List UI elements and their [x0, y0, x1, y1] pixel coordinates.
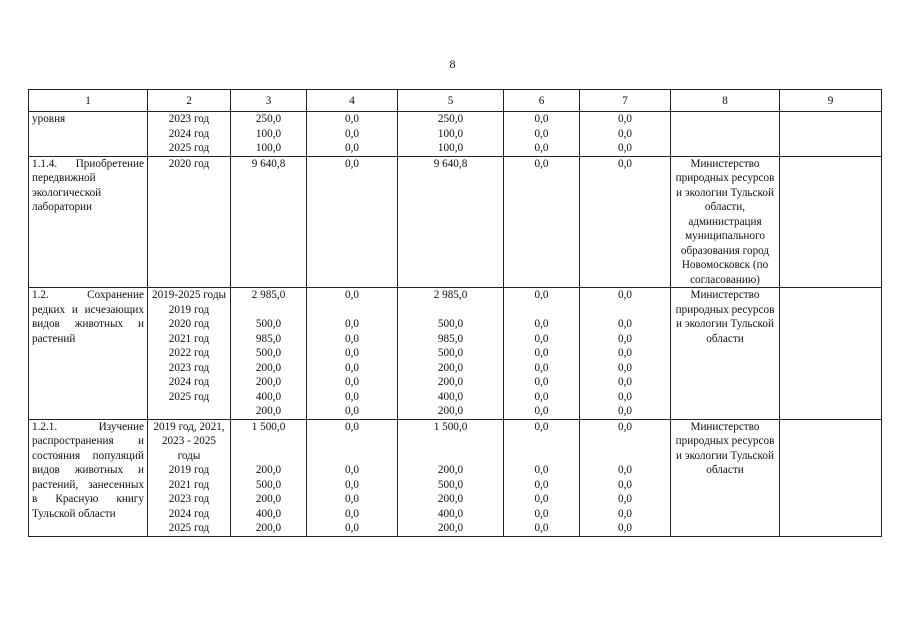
cell-line: 0,0 [534, 493, 549, 505]
value-cell-c4 [307, 419, 398, 536]
cell-line: 0,0 [618, 332, 632, 345]
cell-line: 100,0 [437, 127, 464, 140]
value-cell-c7 [580, 156, 671, 288]
value-cell-c5 [398, 419, 504, 536]
cell-line: 2021 год [168, 332, 210, 345]
cell-line: 0,0 [618, 157, 632, 170]
cell-line: 500,0 [437, 318, 464, 330]
table-row [29, 288, 882, 420]
cell-line: 500,0 [437, 478, 464, 491]
cell-line: 0,0 [618, 420, 632, 433]
cell-line: 2025 год [168, 142, 210, 154]
cell-line: 9 640,8 [251, 157, 286, 170]
cell-line [507, 434, 576, 449]
cell-line: 2024 год [168, 507, 210, 520]
cell-line: 0,0 [345, 142, 359, 154]
cell-line: 0,0 [618, 318, 632, 330]
cell-line: 0,0 [618, 142, 632, 154]
cell-line: 100,0 [255, 127, 282, 140]
cell-line: 200,0 [255, 405, 282, 417]
cell-line: 9 640,8 [433, 157, 468, 170]
column-header: 5 [398, 90, 504, 112]
cell-line: 400,0 [437, 390, 464, 403]
row-note-cell [780, 156, 882, 288]
cell-line: 500,0 [255, 347, 282, 359]
value-cell-c6 [504, 156, 580, 288]
cell-line: 985,0 [437, 332, 464, 345]
cell-line: 0,0 [345, 493, 359, 505]
cell-line: 0,0 [534, 332, 549, 345]
cell-line: 985,0 [255, 332, 282, 345]
value-cell-c3 [231, 112, 307, 157]
cell-line: 200,0 [437, 405, 464, 417]
value-cell-c4 [307, 156, 398, 288]
row-years-cell [148, 112, 231, 157]
cell-line: 250,0 [255, 113, 282, 125]
cell-line: 200,0 [437, 493, 464, 505]
value-cell-c6 [504, 112, 580, 157]
cell-line: 0,0 [345, 157, 359, 170]
row-years-cell [148, 156, 231, 288]
value-cell-c4 [307, 112, 398, 157]
cell-line: 0,0 [618, 361, 632, 374]
cell-line [234, 303, 303, 318]
cell-line: 0,0 [345, 390, 359, 403]
cell-line [401, 449, 500, 464]
cell-line: 200,0 [437, 361, 464, 374]
cell-line: 0,0 [534, 507, 549, 520]
cell-line: 0,0 [345, 361, 359, 374]
value-cell-c5 [398, 156, 504, 288]
cell-line: 2024 год [168, 376, 210, 388]
cell-line: 0,0 [534, 420, 549, 433]
cell-line: 400,0 [437, 507, 464, 520]
cell-line: 0,0 [345, 347, 359, 359]
row-agency-cell: Министерство природных ресурсов и экологии Тульской области [671, 288, 780, 420]
cell-line: 2023 год [168, 361, 210, 374]
cell-line: 500,0 [255, 318, 282, 330]
cell-line: 0,0 [345, 318, 359, 330]
cell-line [310, 449, 394, 464]
cell-line: 0,0 [618, 289, 632, 301]
cell-line: 0,0 [618, 493, 632, 505]
value-cell-c3 [231, 419, 307, 536]
cell-line: 0,0 [345, 464, 359, 476]
cell-line: 0,0 [618, 522, 632, 534]
column-header: 9 [780, 90, 882, 112]
row-note-cell [780, 112, 882, 157]
cell-line: 2 985,0 [433, 289, 468, 301]
cell-line: 0,0 [534, 347, 549, 359]
value-cell-c7 [580, 288, 671, 420]
value-cell-c6 [504, 419, 580, 536]
cell-line [401, 434, 500, 449]
cell-line: 2025 год [168, 390, 210, 403]
row-agency-cell [671, 112, 780, 157]
cell-line [234, 434, 303, 449]
cell-line: 2025 год [168, 522, 210, 534]
column-header: 3 [231, 90, 307, 112]
cell-line: 200,0 [437, 522, 464, 534]
cell-line: 200,0 [437, 464, 464, 476]
row-years-cell [148, 419, 231, 536]
cell-line: 0,0 [345, 289, 359, 301]
cell-line: 0,0 [345, 522, 359, 534]
cell-line: 0,0 [345, 405, 359, 417]
cell-line: 0,0 [618, 464, 632, 476]
cell-line: 0,0 [345, 127, 359, 140]
cell-line: 2023 год [168, 493, 210, 505]
cell-line: 2019 год [168, 303, 210, 316]
cell-line: 100,0 [255, 142, 282, 154]
cell-line: 0,0 [534, 522, 549, 534]
row-agency-cell: Министерство природных ресурсов и экологии Тульской области [671, 419, 780, 536]
cell-line [583, 303, 667, 318]
cell-line: 200,0 [255, 376, 282, 388]
cell-line: 0,0 [618, 127, 632, 140]
value-cell-c5 [398, 112, 504, 157]
cell-line [310, 303, 394, 318]
cell-line: 0,0 [618, 113, 632, 125]
cell-line [583, 434, 667, 449]
value-cell-c4 [307, 288, 398, 420]
cell-line: 500,0 [437, 347, 464, 359]
budget-table [28, 89, 882, 537]
cell-line: 2021 год [168, 478, 210, 491]
column-header: 8 [671, 90, 780, 112]
cell-line: 200,0 [255, 464, 282, 476]
cell-line [507, 449, 576, 464]
page-number: 8 [449, 57, 456, 71]
cell-line: 2020 год [168, 318, 210, 330]
cell-line: 400,0 [255, 390, 282, 403]
cell-line: 0,0 [345, 332, 359, 345]
cell-line: 0,0 [345, 376, 359, 388]
cell-line: 0,0 [534, 464, 549, 476]
cell-line: 2024 год [168, 127, 210, 140]
cell-line: 0,0 [534, 142, 549, 154]
cell-line: 0,0 [534, 157, 549, 170]
cell-line: 0,0 [618, 347, 632, 359]
cell-line: 0,0 [618, 390, 632, 403]
row-name-cell: 1.2.1. Изучение распространения и состояния популяций видов животных и растений, занесенных в Красную книгу Тульской области [29, 419, 148, 536]
cell-line: 1 500,0 [251, 420, 286, 433]
cell-line: 400,0 [255, 507, 282, 520]
cell-line: 0,0 [618, 376, 632, 388]
cell-line: 0,0 [345, 420, 359, 433]
column-header: 2 [148, 90, 231, 112]
cell-line [507, 303, 576, 318]
row-name-cell: уровня [29, 112, 148, 157]
cell-line: 2019 год [168, 464, 210, 476]
cell-line: 2022 год [168, 347, 210, 359]
cell-line: 0,0 [618, 478, 632, 491]
column-header: 7 [580, 90, 671, 112]
table-row [29, 112, 882, 157]
row-name-cell: 1.1.4. Приобретение передвижной экологической лаборатории [29, 156, 148, 288]
row-agency-cell: Министерство природных ресурсов и экологии Тульской области, администрация муниципального образования город Новомосковск (по согласованию) [671, 156, 780, 288]
cell-line: 200,0 [255, 522, 282, 534]
cell-line: 0,0 [534, 127, 549, 140]
value-cell-c5 [398, 288, 504, 420]
cell-line: 2023 год [168, 113, 210, 125]
cell-line: 0,0 [534, 390, 549, 403]
cell-line: 0,0 [345, 113, 359, 125]
cell-line: 0,0 [534, 405, 549, 417]
cell-line: 0,0 [345, 478, 359, 491]
cell-line [583, 449, 667, 464]
cell-line [401, 303, 500, 318]
cell-line: 0,0 [534, 289, 549, 301]
cell-line: 0,0 [345, 507, 359, 520]
value-cell-c6 [504, 288, 580, 420]
cell-line: 200,0 [437, 376, 464, 388]
row-name-cell: 1.2. Сохранение редких и исчезающих видов животных и растений [29, 288, 148, 420]
row-note-cell [780, 419, 882, 536]
cell-line: 0,0 [534, 361, 549, 374]
cell-line: 2019 год, 2021, 2023 - 2025 годы [153, 420, 225, 462]
cell-line: 1 500,0 [433, 420, 468, 433]
cell-line: 0,0 [618, 507, 632, 520]
cell-line: 0,0 [534, 478, 549, 491]
table-row [29, 419, 882, 536]
value-cell-c3 [231, 156, 307, 288]
cell-line: 250,0 [437, 113, 464, 125]
cell-line [310, 434, 394, 449]
cell-line: 500,0 [255, 478, 282, 491]
row-note-cell [780, 288, 882, 420]
cell-line: 100,0 [437, 142, 464, 154]
cell-line: 0,0 [534, 113, 549, 125]
value-cell-c7 [580, 112, 671, 157]
table-row [29, 156, 882, 288]
column-header: 4 [307, 90, 398, 112]
cell-line: 0,0 [534, 318, 549, 330]
column-header: 1 [29, 90, 148, 112]
cell-line: 2019-2025 годы [151, 289, 227, 301]
value-cell-c7 [580, 419, 671, 536]
cell-line: 2 985,0 [251, 289, 286, 301]
cell-line: 0,0 [534, 376, 549, 388]
value-cell-c3 [231, 288, 307, 420]
table-header-row [29, 90, 882, 112]
cell-line: 200,0 [255, 361, 282, 374]
cell-line: 2020 год [168, 157, 210, 170]
cell-line: 200,0 [255, 493, 282, 505]
cell-line: 0,0 [618, 405, 632, 417]
cell-line [234, 449, 303, 464]
column-header: 6 [504, 90, 580, 112]
row-years-cell [148, 288, 231, 420]
